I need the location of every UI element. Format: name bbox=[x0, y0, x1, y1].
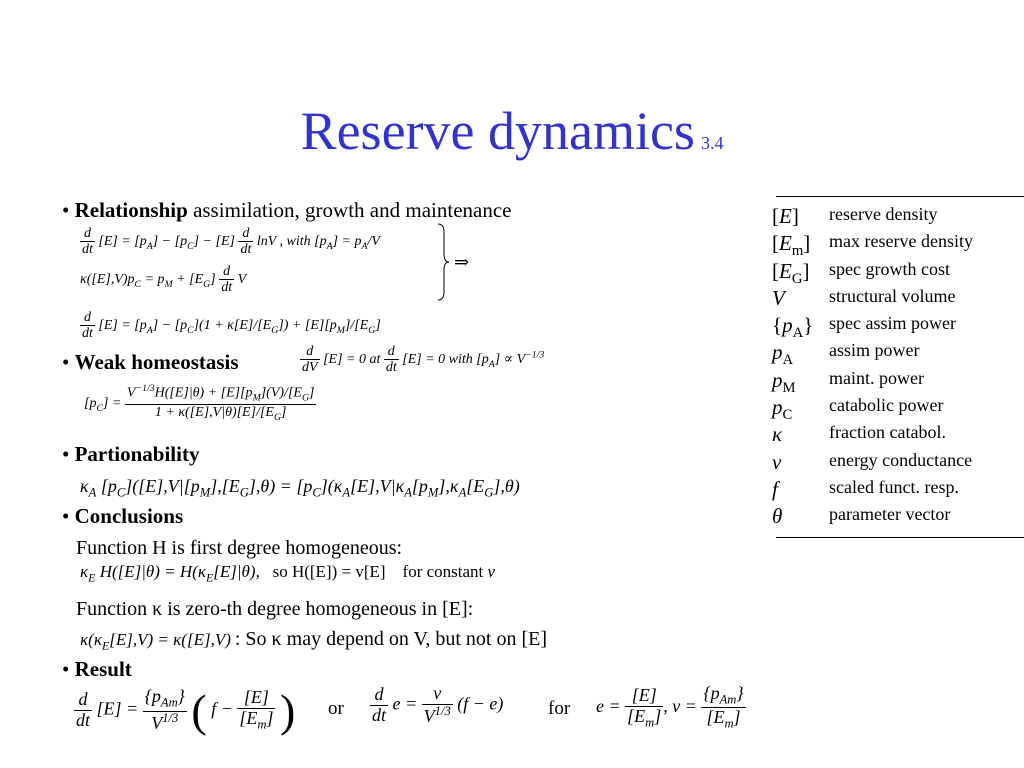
implies-arrow: ⇒ bbox=[454, 252, 470, 272]
partionability-label: Partionability bbox=[74, 442, 200, 466]
slide-title bbox=[0, 100, 1024, 162]
bullet: • bbox=[62, 657, 70, 681]
eq-text: [E bbox=[466, 476, 485, 496]
legend-top-rule bbox=[776, 196, 1024, 197]
legend-description: maint. power bbox=[829, 367, 924, 388]
title-text: Reserve dynamics bbox=[300, 101, 695, 161]
legend-description: reserve density bbox=[829, 204, 938, 224]
eq-text: ] bbox=[266, 708, 274, 729]
legend-symbol: $p_M$ bbox=[772, 367, 796, 396]
legend-symbol: $p_A$ bbox=[772, 340, 794, 369]
relationship-eq-2: $\kappa([E],V)p_C = p_M + [E_G]$ $\frac{d}{dt}$ V bbox=[80, 264, 247, 296]
legend-symbol: [E] bbox=[772, 204, 799, 228]
eq-text: ] − [p bbox=[152, 234, 188, 250]
eq-text: [p bbox=[100, 476, 117, 496]
eq-text: [E bbox=[239, 708, 258, 729]
eq-text: v bbox=[422, 684, 453, 705]
legend-description: energy conductance bbox=[829, 449, 973, 470]
eq-text: κ(κ bbox=[80, 630, 102, 649]
legend-description: structural volume bbox=[829, 285, 956, 306]
eq-text: lnV , with [p bbox=[256, 234, 327, 250]
result-eq-3: e = $\frac{[E]}{[E_m]}$ , v = $\frac{\{p_{Am}\}}{[E_m]}$ bbox=[596, 683, 744, 732]
eq-text: [E],V|κ bbox=[350, 476, 405, 496]
legend-description: parameter vector bbox=[829, 504, 951, 525]
bullet: • bbox=[62, 442, 70, 466]
weak-homeostasis-label: Weak homeostasis bbox=[74, 350, 239, 374]
bullet: • bbox=[62, 504, 70, 528]
eq-text: ] − [p bbox=[152, 318, 188, 334]
ddt-fraction: $\frac{d}{dt}$ bbox=[82, 226, 93, 258]
legend-description: scaled funct. resp. bbox=[829, 476, 959, 497]
legend-symbol: v bbox=[772, 449, 782, 474]
eq-text: (f − e) bbox=[457, 693, 504, 714]
eq-text: [E],V) = κ([E],V) bbox=[109, 630, 231, 649]
result-for: for bbox=[548, 698, 571, 719]
result-eq-1: $\frac{d}{dt}$ [E] = $\frac{\{p_{Am}\}}{V^{1/3}}$ ( f − $\frac{[E]}{[E_m]}$ ) bbox=[76, 685, 296, 736]
conclusion-h-eq: $\kappa_E$ $H([E]|\theta) = H(\kappa_E[E]|\theta)$, so H([E]) = v[E] for constant v bbox=[80, 562, 496, 585]
legend-bottom-rule bbox=[776, 537, 1024, 538]
eq-text: [p bbox=[84, 396, 97, 412]
relationship-label: Relationship bbox=[74, 198, 188, 222]
eq-text: ] bbox=[309, 385, 315, 401]
eq-text: ],θ) = [p bbox=[248, 476, 313, 496]
result-heading bbox=[62, 657, 132, 682]
eq-text: /V bbox=[367, 234, 380, 250]
eq-text: ],κ bbox=[438, 476, 459, 496]
legend-symbol: V bbox=[772, 285, 785, 310]
weak-homeostasis-heading bbox=[62, 350, 239, 375]
eq-text: 1/3 bbox=[162, 710, 179, 725]
eq-text: ] bbox=[375, 318, 381, 334]
eq-text: κ([E],V)p bbox=[80, 272, 135, 288]
relationship-eq-1: $\frac{d}{dt}$ $[E] = [p_A] - [p_C] - [E]$ $\frac{d}{dt}$ lnV , with $[p_A] = p_A/V$ bbox=[82, 226, 380, 258]
eq-text: ] − [E] bbox=[193, 234, 235, 250]
result-label: Result bbox=[74, 657, 132, 681]
legend-symbol: f bbox=[772, 476, 778, 501]
eq-text: } bbox=[177, 686, 185, 707]
eq-text: so H([E]) = v[E] bbox=[272, 562, 386, 581]
eq-text: H([E]|θ) = H(κ bbox=[95, 562, 206, 581]
legend-symbol: θ bbox=[772, 504, 783, 529]
eq-text: ](V)/[E bbox=[260, 385, 302, 401]
legend-symbol: $p_C$ bbox=[772, 395, 793, 424]
legend-description: fraction catabol. bbox=[829, 422, 946, 443]
eq-text: ] = p bbox=[332, 234, 362, 250]
eq-text: V bbox=[126, 385, 136, 401]
eq-text: κ bbox=[80, 476, 89, 496]
pc-equation: $[p_C]$ = $\frac{V^{-1/3}H([E]|\theta) + [E][p_M](V)/[E_G]}{1 + \kappa([E],V|\theta)[E]/[E_G]}$ bbox=[84, 383, 315, 424]
result-or: or bbox=[328, 698, 344, 719]
eq-text: −1/3 bbox=[525, 349, 545, 361]
legend-symbol: κ bbox=[772, 422, 783, 447]
legend-description: spec growth cost bbox=[829, 258, 950, 279]
eq-text: [E] = [p bbox=[98, 234, 147, 250]
eq-text: : So κ may depend on V, but not on [E] bbox=[234, 628, 547, 650]
eq-text: v bbox=[487, 562, 496, 581]
conclusions-heading bbox=[62, 504, 183, 529]
bullet: • bbox=[62, 350, 70, 374]
eq-text: [p bbox=[411, 476, 428, 496]
eq-text: [E] bbox=[237, 688, 275, 709]
eq-text: ]/[E bbox=[344, 318, 369, 334]
partionability-eq: $\kappa_A$ $[p_C]([E],V|[p_M],[E_G],\theta) = [p_C](\kappa_A[E],V|\kappa_A[p_M],\kappa_A[E_G],\theta)$ bbox=[80, 476, 520, 500]
conclusion-kappa-eq: $\kappa(\kappa_E[E],V) = \kappa([E],V)$ : So κ may depend on V, but not on [E] bbox=[80, 628, 547, 653]
eq-text: H([E]|θ) + [E][p bbox=[154, 385, 253, 401]
conclusions-label: Conclusions bbox=[74, 504, 184, 528]
eq-text: V bbox=[151, 712, 163, 733]
eq-text: + [E bbox=[172, 272, 204, 288]
legend-symbol: $[E_m]$ bbox=[772, 231, 811, 260]
eq-text: ] bbox=[210, 272, 216, 288]
partionability-heading bbox=[62, 442, 199, 467]
eq-text: , v = bbox=[663, 696, 697, 717]
legend-symbol: $\{p_A\}$ bbox=[772, 313, 814, 342]
eq-text: for constant bbox=[402, 562, 484, 581]
eq-text: f − bbox=[211, 698, 233, 719]
eq-text: ]) + [E][p bbox=[278, 318, 337, 334]
relationship-eq-3: $\frac{d}{dt}$ $[E] = [p_A] - [p_C](1 + \kappa[E]/[E_G]) + [E][p_M]/[E_G]$ bbox=[82, 310, 381, 342]
eq-text: 1 + κ([E],V|θ)[E]/[E bbox=[154, 405, 274, 421]
weak-homeostasis-eq: $\frac{d}{dV}$ [E] = 0 at $\frac{d}{dt}$ [E] = 0 with $[p_A] \propto V^{-1/3}$ bbox=[302, 344, 545, 376]
eq-text: {p bbox=[144, 686, 161, 707]
eq-text: [E] = 0 at bbox=[323, 352, 381, 368]
relationship-heading bbox=[62, 198, 511, 223]
eq-text: [E]|θ), bbox=[213, 562, 260, 581]
eq-text: ] bbox=[281, 405, 287, 421]
relationship-text: assimilation, growth and maintenance bbox=[187, 198, 512, 222]
bullet: • bbox=[62, 198, 70, 222]
eq-text: ](κ bbox=[320, 476, 343, 496]
eq-text: e = bbox=[392, 693, 418, 714]
legend-description: max reserve density bbox=[829, 231, 973, 252]
eq-text: κ bbox=[80, 562, 89, 581]
eq-text: ] ∝ V bbox=[494, 352, 526, 368]
legend-description: spec assim power bbox=[829, 313, 956, 334]
eq-text: [E] = bbox=[96, 698, 139, 719]
eq-text: ],θ) bbox=[493, 476, 520, 496]
conclusion-kappa-text: Function κ is zero-th degree homogeneous in [E]: bbox=[76, 598, 474, 620]
eq-text: ]([E],V|[p bbox=[125, 476, 200, 496]
legend-symbol: $[E_G]$ bbox=[772, 258, 810, 287]
eq-text: = p bbox=[141, 272, 165, 288]
eq-text: ](1 + κ[E]/[E bbox=[193, 318, 272, 334]
legend-description: catabolic power bbox=[829, 395, 944, 416]
eq-text: [E] = [p bbox=[98, 318, 147, 334]
eq-text: e = bbox=[596, 696, 621, 717]
result-eq-2: $\frac{d}{dt}$ e = $\frac{v}{V^{1/3}}$ (f − e) bbox=[372, 683, 504, 726]
title-section-number: 3.4 bbox=[700, 133, 724, 153]
eq-text: ],[E bbox=[210, 476, 240, 496]
eq-text: [E] = 0 with [p bbox=[402, 352, 489, 368]
right-brace bbox=[436, 222, 450, 302]
legend-description: assim power bbox=[829, 340, 920, 361]
conclusion-h-text: Function H is first degree homogeneous: bbox=[76, 537, 403, 559]
